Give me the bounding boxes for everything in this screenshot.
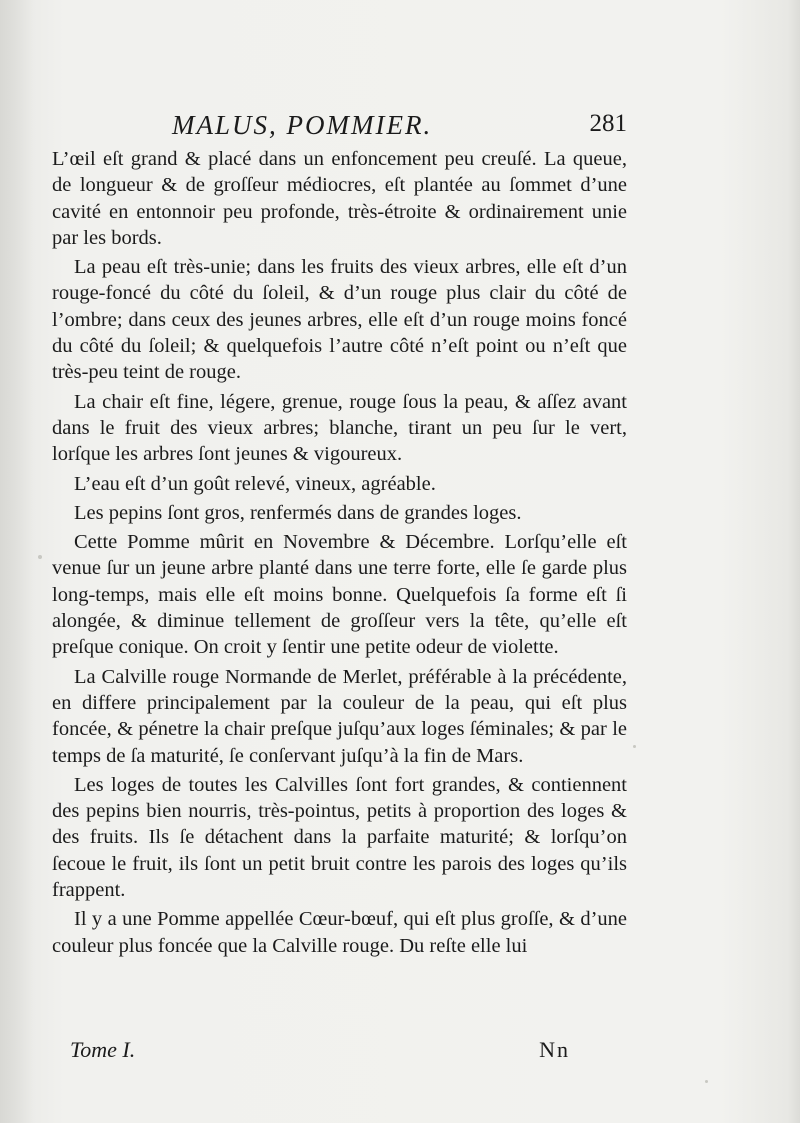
page-footer — [70, 1037, 570, 1067]
paragraph: Les pepins ſont gros, renfermés dans de grandes loges. — [74, 501, 522, 524]
paper-speck — [38, 555, 42, 559]
paragraph: La chair eſt fine, légere, grenue, rouge ſous la peau, & aſſez avant dans le fruit des vieux arbres; blanche, tirant un peu ſur le vert, lorſque les arbres ſont jeunes & vigoureux. — [52, 390, 627, 466]
paragraph: Il y a une Pomme appellée Cœur-bœuf, qui eſt plus groſſe, & d’une couleur plus foncée que la Calville rouge. Du reſte elle lui — [52, 908, 627, 957]
gutter-shadow — [0, 0, 34, 1123]
running-title: MALUS, POMMIER. — [172, 110, 433, 140]
page-edge-shadow — [788, 0, 800, 1123]
paragraph: La Calville rouge Normande de Merlet, préférable à la précédente, en differe principalement par la couleur de la peau, qui eſt plus foncée, & pénetre la chair preſque juſqu’aux loges ſéminales; & par le temps de ſa maturité, ſe conſervant juſqu’à la fin de Mars. — [52, 665, 627, 767]
body-text — [52, 146, 627, 959]
signature-mark: Nn — [539, 1037, 570, 1062]
paragraph: La peau eſt très-unie; dans les fruits des vieux arbres, elle eſt d’un rouge-foncé du côté du ſoleil, & d’un rouge plus clair du côté de l’ombre; dans ceux des jeunes arbres, elle eſt d’un rouge moins foncé du côté du ſoleil; & quelquefois l’autre côté n’eſt point ou n’eſt que très-peu teint de rouge. — [52, 256, 627, 384]
paragraph: L’eau eſt d’un goût relevé, vineux, agréable. — [74, 472, 436, 495]
page-number: 281 — [589, 110, 627, 137]
paragraph: Les loges de toutes les Calvilles ſont fort grandes, & contiennent des pepins bien nourris, très-pointus, petits à proportion des loges & des fruits. Ils ſe détachent dans la parfaite maturité; & lorſqu’on ſecoue le fruit, ils ſont un petit bruit contre les parois des loges qu’ils frappent. — [52, 773, 627, 902]
paragraph: Cette Pomme mûrit en Novembre & Décembre. Lorſqu’elle eſt venue ſur un jeune arbre planté dans une terre forte, elle ſe garde plus long-temps, mais elle eſt moins bonne. Quelquefois ſa forme eſt ſi alongée, & diminue tellement de groſſeur vers la tête, qu’elle eſt preſque conique. On croit y ſentir une petite odeur de violette. — [52, 531, 627, 659]
paper-speck — [633, 745, 636, 748]
paper-speck — [705, 1080, 708, 1083]
volume-label: Tome I. — [70, 1037, 136, 1062]
paragraph: L’œil eſt grand & placé dans un enfoncement peu creuſé. La queue, de longueur & de groſſeur médiocres, eſt plantée au ſommet d’une cavité en entonnoir peu profonde, très-étroite & ordinairement unie par les bords. — [52, 148, 627, 249]
running-head — [52, 110, 627, 146]
